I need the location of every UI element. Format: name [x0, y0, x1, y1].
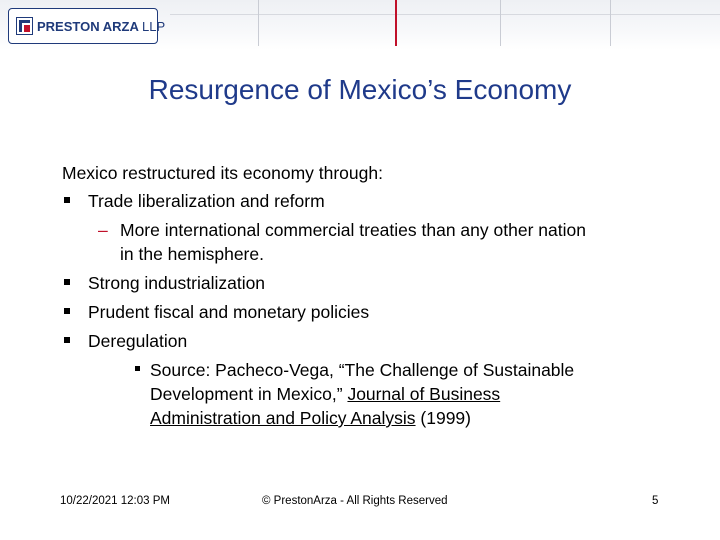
bullet-item: Prudent fiscal and monetary policies — [88, 302, 370, 322]
bullet-item: Strong industrialization — [88, 273, 266, 293]
header-gridline — [170, 14, 720, 15]
footer-datetime: 10/22/2021 12:03 PM — [60, 495, 170, 507]
sub-bullet-line: More international commercial treaties than any other nation — [120, 220, 586, 240]
source-line — [150, 384, 500, 405]
source-line — [150, 408, 471, 429]
source-year: (1999) — [415, 408, 471, 428]
logo-text — [37, 19, 165, 34]
source-line: Source: Pacheco-Vega, “The Challenge of Sustainable — [150, 360, 575, 380]
bullet-marker — [64, 337, 70, 343]
bullet-marker — [64, 308, 70, 314]
journal-title: Journal of Business — [347, 384, 501, 404]
sub-bullet-line: in the hemisphere. — [120, 244, 264, 264]
footer-copyright: © PrestonArza - All Rights Reserved — [262, 495, 448, 507]
intro-text: Mexico restructured its economy through: — [62, 163, 383, 183]
logo-name: PRESTON ARZA — [37, 19, 139, 34]
bullet-marker — [135, 366, 140, 371]
logo-mark-icon — [16, 17, 33, 35]
company-logo — [8, 8, 166, 44]
bullet-marker — [64, 279, 70, 285]
bullet-marker — [64, 197, 70, 203]
header-gridline — [258, 0, 259, 46]
bullet-item: Trade liberalization and reform — [88, 191, 325, 211]
footer-page-number: 5 — [652, 495, 659, 507]
slide-title: Resurgence of Mexico’s Economy — [148, 74, 572, 105]
header-gridline — [610, 0, 611, 46]
header-red-accent — [395, 0, 397, 46]
header-gridline — [500, 0, 501, 46]
source-text: Development in Mexico,” — [150, 384, 348, 404]
logo-suffix: LLP — [141, 19, 166, 34]
bullet-item: Deregulation — [88, 331, 188, 351]
journal-title: Administration and Policy Analysis — [150, 408, 416, 428]
dash-marker: – — [98, 220, 108, 240]
